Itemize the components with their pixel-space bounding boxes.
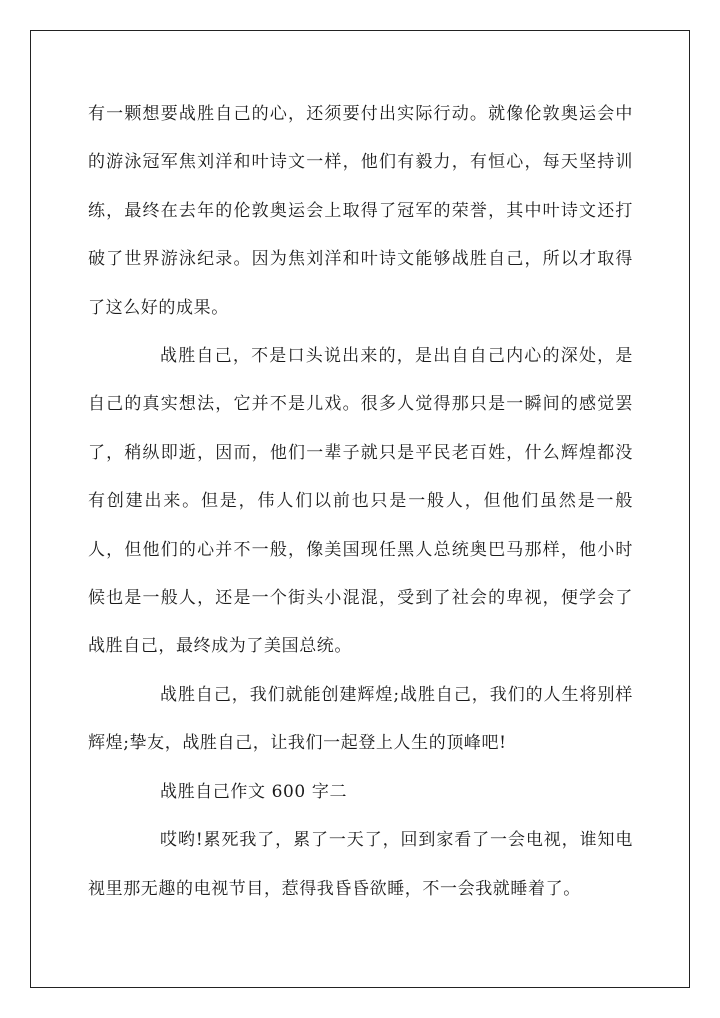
paragraph-1: 有一颗想要战胜自己的心，还须要付出实际行动。就像伦敦奥运会中的游泳冠军焦刘洋和叶诗文一样，他们有毅力，有恒心，每天坚持训练，最终在去年的伦敦奥运会上取得了冠军的荣誉，其中叶诗文还打破了世界游泳纪录。因为焦刘洋和叶诗文能够战胜自己，所以才取得了这么好的成果。	[88, 104, 633, 318]
paragraph-4: 哎哟!累死我了，累了一天了，回到家看了一会电视，谁知电视里那无趣的电视节目，惹得我昏昏欲睡，不一会我就睡着了。	[88, 830, 633, 899]
section-heading: 战胜自己作文 600 字二	[160, 781, 348, 802]
paragraph-2: 战胜自己，不是口头说出来的，是出自自己内心的深处，是自己的真实想法，它并不是儿戏。很多人觉得那只是一瞬间的感觉罢了，稍纵即逝，因而，他们一辈子就只是平民老百姓，什么辉煌都没有创建出来。但是，伟人们以前也只是一般人，但他们虽然是一般人，但他们的心并不一般，像美国现任黑人总统奥巴马那样，他小时候也是一般人，还是一个街头小混混，受到了社会的卑视，便学会了战胜自己，最终成为了美国总统。	[88, 346, 633, 657]
paragraph-3: 战胜自己，我们就能创建辉煌;战胜自己，我们的人生将别样辉煌;挚友，战胜自己，让我们一起登上人生的顶峰吧!	[88, 684, 633, 754]
document-body	[88, 90, 633, 913]
